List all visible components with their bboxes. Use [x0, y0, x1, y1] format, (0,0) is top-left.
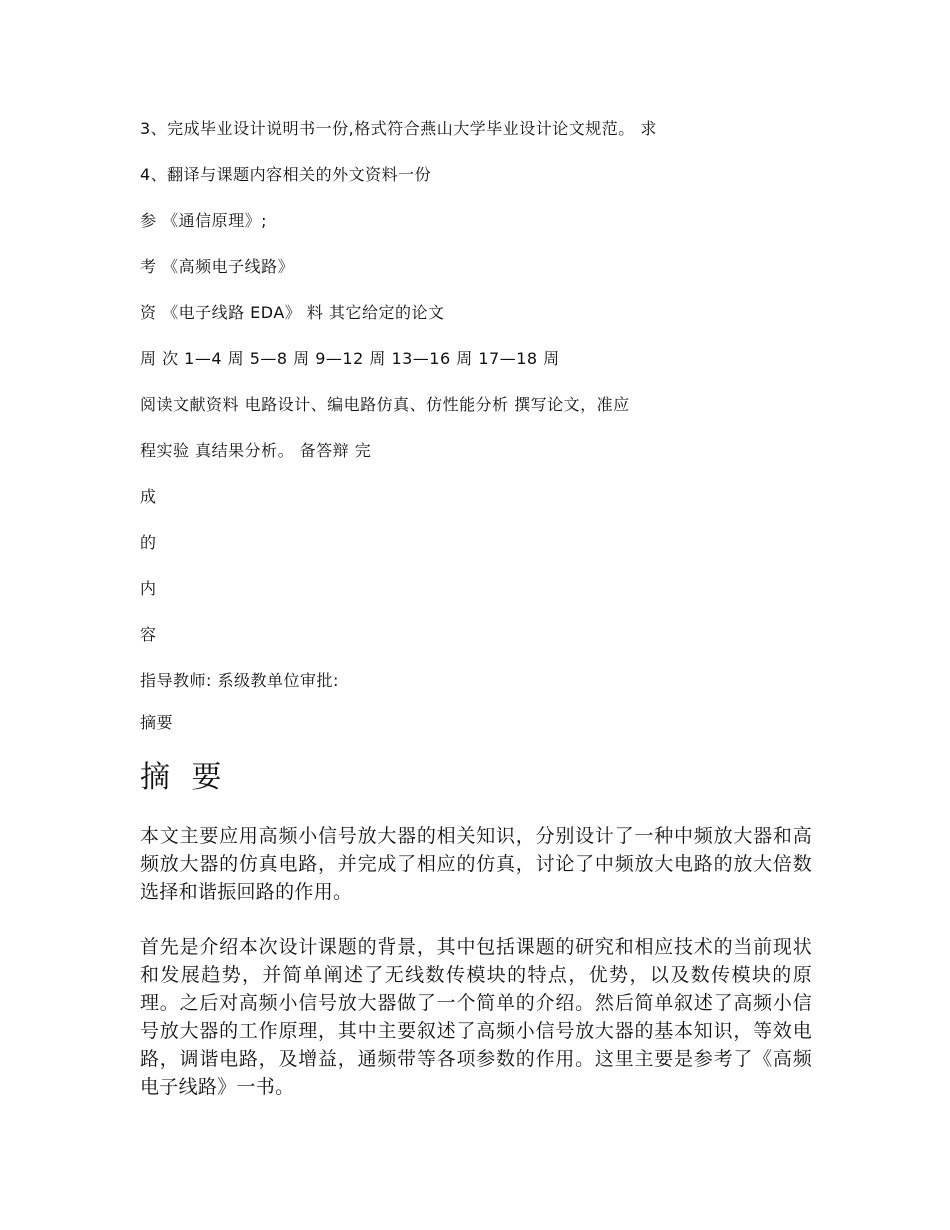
- abstract-small-label: 摘要: [140, 713, 174, 732]
- schedule-tasks-line-2: 程实验 真结果分析。 备答辩 完: [140, 441, 372, 460]
- signature-line: 指导教师: 系级教单位审批:: [140, 671, 339, 690]
- abstract-paragraph-1: 本文主要应用高频小信号放大器的相关知识，分别设计了一种中频放大器和高频放大器的仿真电路，并完成了相应的仿真，讨论了中频放大电路的放大倍数选择和谐振回路的作用。: [140, 825, 812, 903]
- vertical-label-char-1: 成: [140, 487, 157, 506]
- abstract-paragraph-2: 首先是介绍本次设计课题的背景，其中包括课题的研究和相应技术的当前现状和发展趋势，并简单阐述了无线数传模块的特点，优势，以及数传模块的原理。之后对高频小信号放大器做了一个简单的介绍。然后简单叙述了高频小信号放大器的工作原理，其中主要叙述了高频小信号放大器的基本知识，等效电路，调谐电路，及增益，通频带等各项参数的作用。这里主要是参考了《高频电子线路》一书。: [140, 936, 812, 1098]
- vertical-label-char-3: 内: [140, 579, 157, 598]
- task-line-4: 4、翻译与课题内容相关的外文资料一份: [140, 165, 432, 184]
- reference-line-1: 参 《通信原理》;: [140, 211, 267, 230]
- schedule-tasks-line-1: 阅读文献资料 电路设计、编电路仿真、仿性能分析 撰写论文，准应: [140, 395, 630, 414]
- abstract-heading: 摘 要: [140, 760, 228, 795]
- vertical-label-char-4: 容: [140, 625, 157, 644]
- vertical-label-char-2: 的: [140, 533, 157, 552]
- reference-line-3: 资 《电子线路 EDA》 料 其它给定的论文: [140, 303, 445, 322]
- task-line-3: 3、完成毕业设计说明书一份,格式符合燕山大学毕业设计论文规范。 求: [140, 119, 657, 138]
- schedule-weeks-line: 周 次 1—4 周 5—8 周 9—12 周 13—16 周 17—18 周: [140, 349, 560, 368]
- reference-line-2: 考 《高频电子线路》: [140, 257, 295, 276]
